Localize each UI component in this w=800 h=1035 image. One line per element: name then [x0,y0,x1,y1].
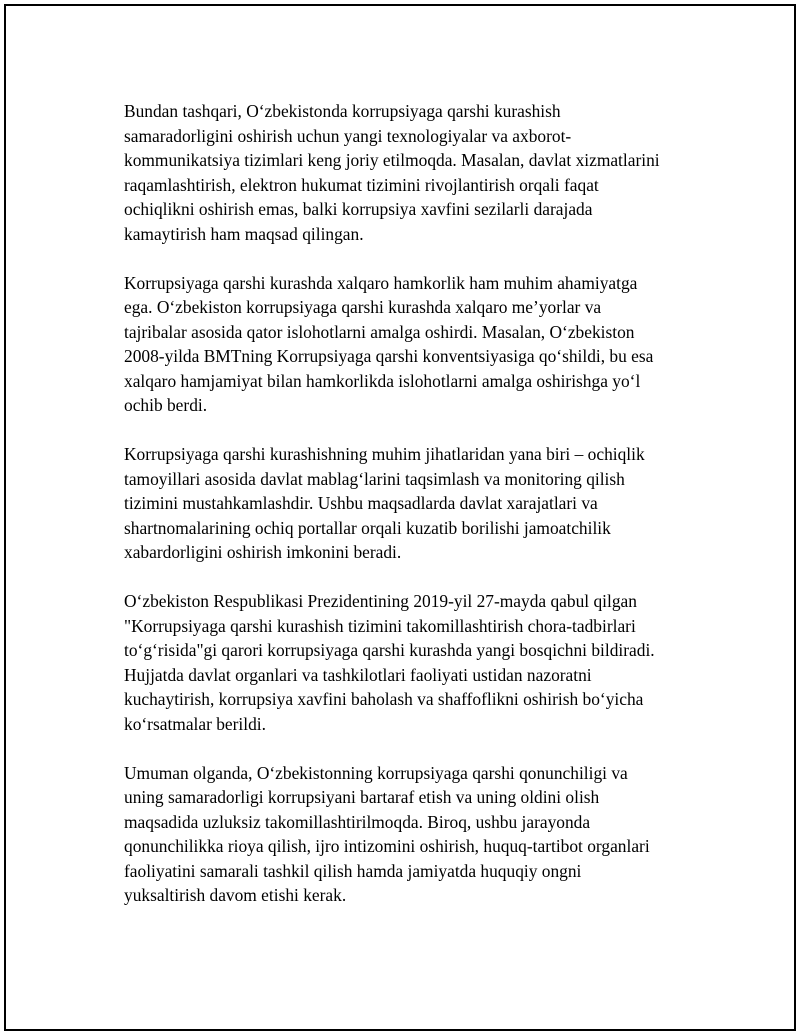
text-line: tajribalar asosida qator islohotlarni amalga oshirdi. Masalan, O‘zbekiston [124,321,635,342]
text-line: ochiqlikni oshirish emas, balki korrupsiya xavfini sezilarli darajada [124,199,593,219]
text-line: xabardorligini oshirish imkonini beradi. [124,542,402,562]
text-line: xalqaro hamjamiyat bilan hamkorlikda islohotlarni amalga oshirishga yo‘l [124,370,641,391]
text-line: raqamlashtirish, elektron hukumat tizimini rivojlantirish orqali faqat [124,174,599,195]
text-line: ko‘rsatmalar berildi. [124,713,266,734]
paragraph-technology [124,99,704,246]
text-line: O‘zbekiston Respublikasi Prezidentining 2019-yil 27-mayda qabul qilgan [124,591,637,611]
text-line: tamoyillari asosida davlat mablag‘larini taqsimlash va monitoring qilish [124,468,625,489]
text-line: 2008-yilda BMTning Korrupsiyaga qarshi konventsiyasiga qo‘shildi, bu esa [124,346,654,366]
paragraph-international-cooperation [124,271,704,418]
paragraph-openness [124,442,704,565]
text-line: Bundan tashqari, O‘zbekistonda korrupsiyaga qarshi kurashish [124,101,561,121]
text-line: tizimini mustahkamlashdir. Ushbu maqsadlarda davlat xarajatlari va [124,493,598,513]
text-line: qonunchilikka rioya qilish, ijro intizomini oshirish, huquq-tartibot organlari [124,836,650,856]
text-line: Umuman olganda, O‘zbekistonning korrupsiyaga qarshi qonunchiligi va [124,762,628,783]
text-line: uning samaradorligi korrupsiyani bartaraf etish va uning oldini olish [124,787,600,807]
text-line: "Korrupsiyaga qarshi kurashish tizimini takomillashtirish chora-tadbirlari [124,615,636,636]
text-line: Korrupsiyaga qarshi kurashishning muhim jihatlaridan yana biri – ochiqlik [124,444,645,464]
text-line: kamaytirish ham maqsad qilingan. [124,223,364,244]
text-line: to‘g‘risida"gi qarori korrupsiyaga qarshi kurashda yangi bosqichni bildiradi. [124,640,655,660]
paragraph-presidential-decree [124,589,704,736]
text-line: faoliyatini samarali tashkil qilish hamda jamiyatda huquqiy ongni [124,860,582,881]
text-line: maqsadida uzluksiz takomillashtirilmoqda. Biroq, ushbu jarayonda [124,811,591,832]
text-line: samaradorligini oshirish uchun yangi texnologiyalar va axborot- [124,125,572,146]
text-line: Hujjatda davlat organlari va tashkilotlari faoliyati ustidan nazoratni [124,664,592,685]
text-line: Korrupsiyaga qarshi kurashda xalqaro hamkorlik ham muhim ahamiyatga [124,272,638,293]
text-line: shartnomalarining ochiq portallar orqali kuzatib borilishi jamoatchilik [124,517,611,538]
paragraph-conclusion [124,761,704,908]
text-line: kuchaytirish, korrupsiya xavfini baholash va shaffoflikni oshirish bo‘yicha [124,689,644,709]
text-line: kommunikatsiya tizimlari keng joriy etilmoqda. Masalan, davlat xizmatlarini [124,150,660,170]
text-line: yuksaltirish davom etishi kerak. [124,885,347,905]
text-line: ega. O‘zbekiston korrupsiyaga qarshi kurashda xalqaro me’yorlar va [124,297,602,317]
page-frame [4,4,796,1031]
document-body [124,99,704,932]
text-line: ochib berdi. [124,395,208,415]
